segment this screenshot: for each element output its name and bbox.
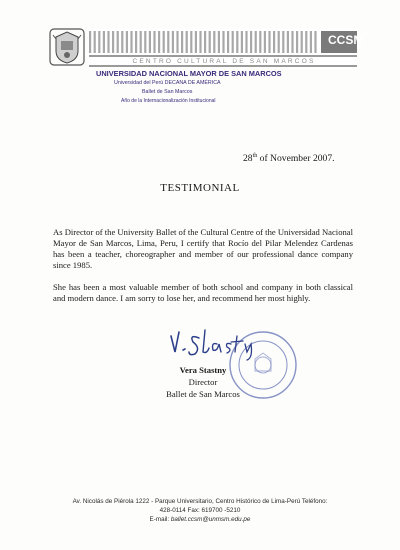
banner-stripe [232, 31, 234, 53]
banner-stripe [89, 31, 91, 53]
ccsm-logo: CCSM [328, 33, 364, 47]
footer-address: Av. Nicolás de Piérola 1222 - Parque Universitario, Centro Histórico de Lima-Perú Teléfono: [72, 498, 328, 505]
university-name: UNIVERSIDAD NACIONAL MAYOR DE SAN MARCOS [96, 69, 282, 78]
banner-stripe [268, 31, 270, 53]
banner-stripe [291, 31, 293, 53]
banner-stripe [273, 31, 275, 53]
university-seal-icon [47, 27, 87, 67]
body-paragraph-2: She has been a most valuable member of both school and company in both classical and modern dance. I am sorry to lose her, and recommend her most highly. [53, 282, 353, 303]
banner-stripe [204, 31, 206, 53]
banner-stripe [278, 31, 280, 53]
banner-stripe [296, 31, 298, 53]
banner-stripe [218, 31, 220, 53]
banner-stripe [301, 31, 303, 53]
signer-name: Vera Stastny [179, 365, 227, 375]
banner-stripe [190, 31, 192, 53]
footer-phone-fax: 428-0114 Fax: 619700 -5210 [159, 507, 241, 514]
banner-stripe [186, 31, 188, 53]
banner-stripe [107, 31, 109, 53]
banner-stripe [103, 31, 105, 53]
banner-stripe [163, 31, 165, 53]
banner-stripe [140, 31, 142, 53]
banner-stripe [126, 31, 128, 53]
banner-stripe [94, 31, 96, 53]
banner-stripe [176, 31, 178, 53]
banner-stripe [112, 31, 114, 53]
banner-stripe [264, 31, 266, 53]
banner-stripe [213, 31, 215, 53]
banner-stripe [195, 31, 197, 53]
document-title: TESTIMONIAL [160, 182, 240, 194]
banner-stripe [167, 31, 169, 53]
banner-stripe [117, 31, 119, 53]
banner-stripe [259, 31, 261, 53]
body-paragraph-1: As Director of the University Ballet of the Cultural Centre of the Universidad Nacional Mayor de San Marcos, Lima, Peru, I certify that Rocío del Pilar Melendez Cardenas has been a teacher, choreographer and member of our professional dance company since 1985. [53, 227, 353, 270]
signer-role: Director [188, 377, 218, 387]
banner-stripe [305, 31, 307, 53]
university-subtitle: Universidad del Perú DECANA DE AMÉRICA [114, 80, 221, 86]
banner-stripe [149, 31, 151, 53]
banner-stripe [144, 31, 146, 53]
banner-stripe [314, 31, 316, 53]
banner-stripe [158, 31, 160, 53]
banner-stripe [130, 31, 132, 53]
banner-stripe [236, 31, 238, 53]
banner-stripe [121, 31, 123, 53]
banner-stripe [199, 31, 201, 53]
footer-email-label: E-mail: [149, 516, 171, 523]
banner-stripe [209, 31, 211, 53]
date-rest: of November 2007. [257, 153, 335, 164]
banner-stripe [245, 31, 247, 53]
banner-stripe [181, 31, 183, 53]
signer-organization: Ballet de San Marcos [166, 389, 240, 399]
banner-stripe [172, 31, 174, 53]
banner-text: CENTRO CULTURAL DE SAN MARCOS [132, 58, 316, 65]
department-name: Ballet de San Marcos [142, 89, 193, 95]
banner-stripe [255, 31, 257, 53]
banner-stripe [153, 31, 155, 53]
banner-stripe [222, 31, 224, 53]
banner-stripe [227, 31, 229, 53]
letter-date [243, 153, 335, 164]
handwritten-signature [165, 322, 265, 362]
year-motto: Año de la Internacionalización Institucional [121, 98, 216, 104]
banner-stripe [98, 31, 100, 53]
footer-email [0, 516, 400, 523]
banner-stripe [287, 31, 289, 53]
banner-stripe [135, 31, 137, 53]
date-suffix: th [252, 153, 258, 159]
banner-stripe [310, 31, 312, 53]
footer-email-address[interactable]: ballet.ccsm@unmsm.edu.pe [170, 516, 251, 523]
date-day: 28 [243, 153, 253, 164]
banner-stripe [250, 31, 252, 53]
banner-stripe [241, 31, 243, 53]
banner-stripe [282, 31, 284, 53]
